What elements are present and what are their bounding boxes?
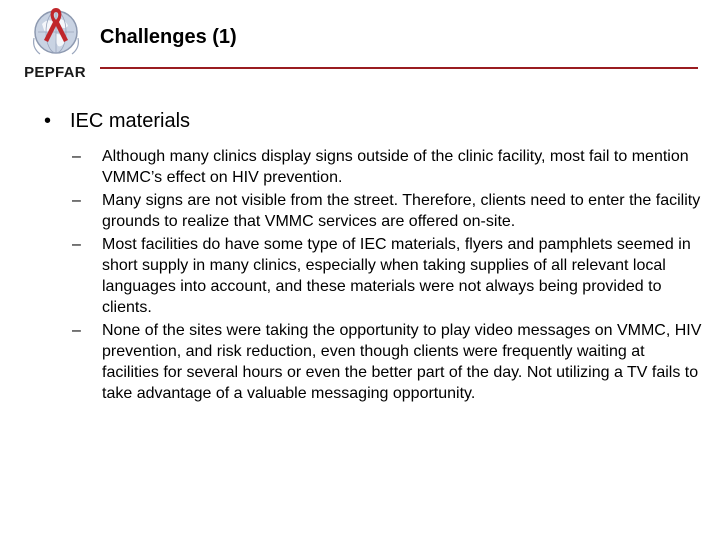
sub-bullet-marker: – bbox=[72, 322, 81, 339]
bullet-marker: • bbox=[44, 110, 52, 132]
pepfar-globe-ribbon-icon bbox=[30, 6, 82, 62]
pepfar-logo bbox=[22, 6, 88, 86]
sub-bullet-marker: – bbox=[72, 192, 81, 209]
sub-bullet-text: Although many clinics display signs outside of the clinic facility, most fail to mention VMMC’s effect on HIV prevention. bbox=[102, 148, 689, 186]
bullet-text: IEC materials bbox=[70, 110, 191, 132]
sub-bullet-marker: – bbox=[72, 236, 81, 253]
page-title: Challenges (1) bbox=[100, 26, 237, 48]
sub-bullet-item bbox=[72, 320, 702, 404]
logo-text: PEPFAR bbox=[24, 64, 86, 81]
sub-bullet-text: Most facilities do have some type of IEC materials, flyers and pamphlets seemed in short supply in many clinics, especially when taking supplies of all relevant local languages into account, and these materials were not always being provided to clients. bbox=[102, 236, 691, 316]
sub-bullet-item bbox=[72, 146, 702, 188]
sub-bullet-text: None of the sites were taking the opportunity to play video messages on VMMC, HIV prevention, and risk reduction, even though clients were frequently waiting at facilities for several hours or even the better part of the day. Not utilizing a TV fails to take advantage of a valuable messaging opportunity. bbox=[102, 322, 702, 402]
sub-bullet-item bbox=[72, 190, 702, 232]
title-divider bbox=[100, 67, 698, 69]
sub-bullet-text: Many signs are not visible from the street. Therefore, clients need to enter the facility grounds to realize that VMMC services are offered on-site. bbox=[102, 192, 701, 230]
sub-bullet-marker: – bbox=[72, 148, 81, 165]
bullet-item bbox=[44, 108, 190, 134]
sub-bullet-list bbox=[0, 146, 720, 406]
sub-bullet-item bbox=[72, 234, 702, 318]
